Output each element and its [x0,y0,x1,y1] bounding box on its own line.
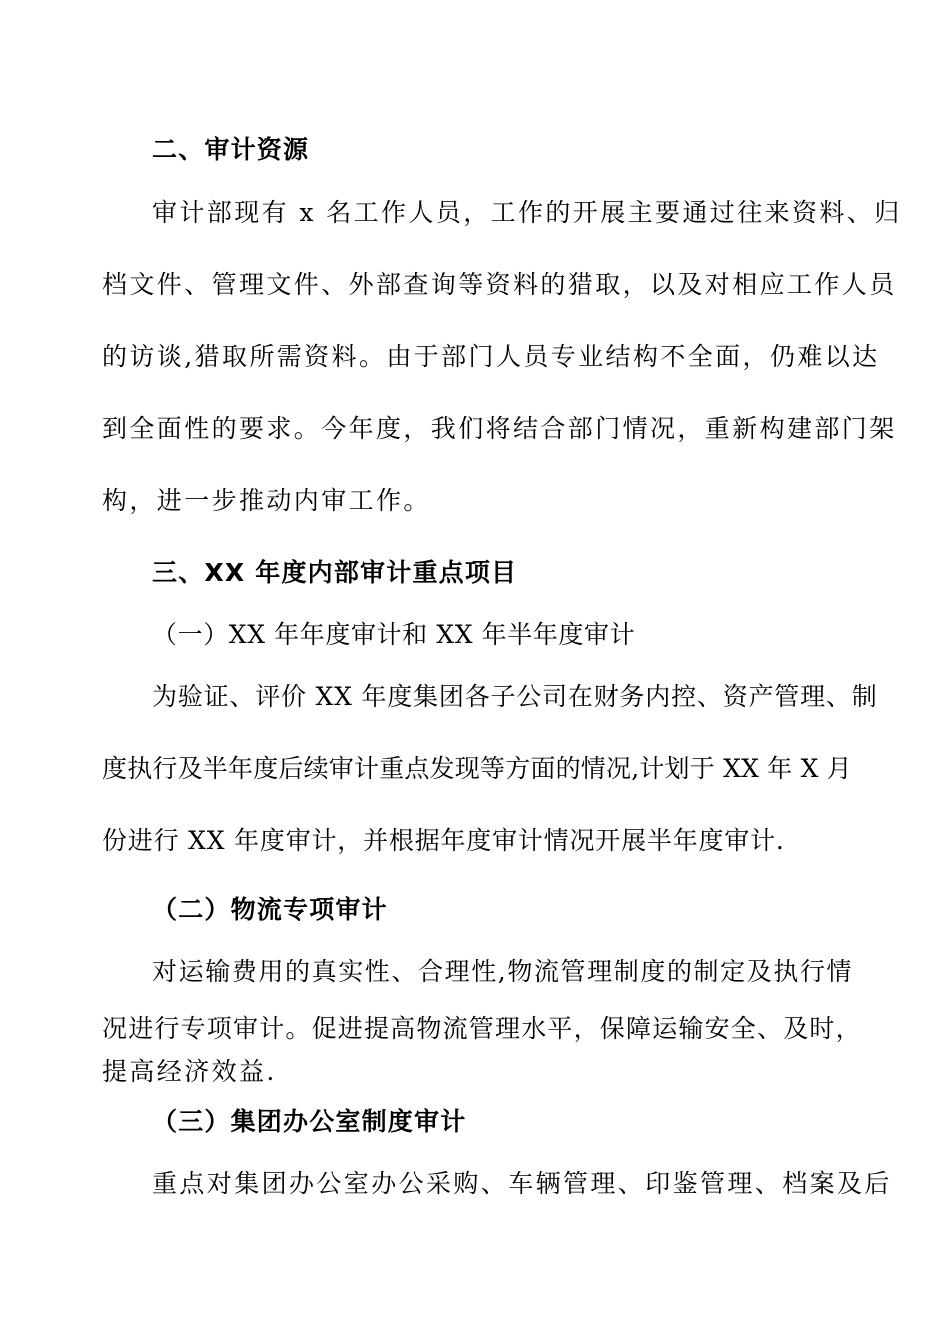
paragraph-line: 到全面性的要求。今年度，我们将结合部门情况，重新构建部门架 [102,414,897,443]
section-heading-resources: 二、审计资源 [152,135,310,164]
paragraph-line: 重点对集团办公室办公采购、车辆管理、印鉴管理、档案及后 [152,1169,892,1198]
paragraph-line: 提高经济效益. [102,1057,277,1086]
paragraph-line: 对运输费用的真实性、合理性,物流管理制度的制定及执行情 [152,957,854,986]
paragraph-line: 况进行专项审计。促进提高物流管理水平，保障运输安全、及时， [102,1014,862,1043]
paragraph-line: 为验证、评价 XX 年度集团各子公司在财务内控、资产管理、制 [152,682,878,711]
paragraph-line: 构，进一步推动内审工作。 [102,486,431,515]
paragraph-line: 档文件、管理文件、外部查询等资料的猎取，以及对相应工作人员 [102,270,897,299]
paragraph-line: 份进行 XX 年度审计，并根据年度审计情况开展半年度审计. [102,826,785,855]
paragraph-line: 审计部现有 x 名工作人员，工作的开展主要通过往来资料、归 [152,198,902,227]
paragraph-line: 度执行及半年度后续审计重点发现等方面的情况,计划于 XX 年 X 月 [102,754,852,783]
subsection-heading-office-system: （三）集团办公室制度审计 [152,1107,467,1136]
paragraph-line: 的访谈,猎取所需资料。由于部门人员专业结构不全面，仍难以达 [102,342,880,371]
subsection-heading-logistics: （二）物流专项审计 [152,895,388,924]
subsection-heading-annual-audit: （一）XX 年年度审计和 XX 年半年度审计 [152,620,636,649]
section-heading-key-projects: 三、XX 年度内部审计重点项目 [152,558,518,587]
